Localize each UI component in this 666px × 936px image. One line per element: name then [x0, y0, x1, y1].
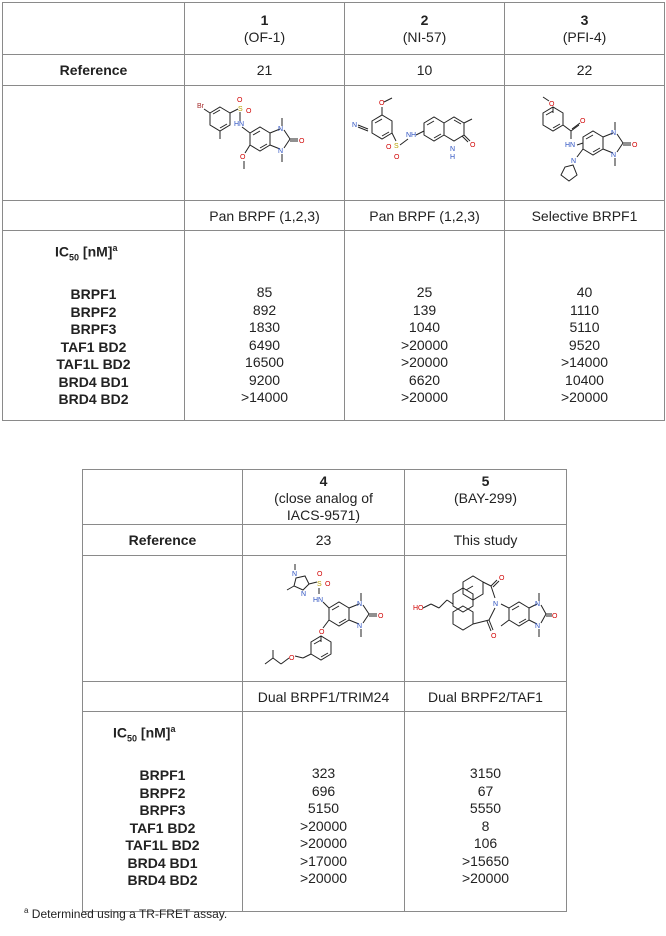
atom-label: HO: [412, 604, 423, 612]
ic50-subscript: 50: [69, 252, 80, 263]
target-label: BRPF2: [139, 784, 186, 801]
atom-label: N: [449, 146, 455, 153]
ic50-text: IC: [113, 724, 127, 741]
ic50-value: 3150: [469, 765, 502, 781]
ic50-value: 892: [252, 301, 277, 318]
ic50-value: 5110: [569, 319, 600, 335]
ic50-value: 67: [477, 782, 494, 799]
atom-label: H: [449, 154, 455, 161]
footnote-text: Determined using a TR-FRET assay.: [28, 907, 228, 921]
ic50-header: [3, 243, 184, 262]
atom-label: Br: [196, 103, 204, 110]
compound-4-header: [243, 470, 405, 525]
compound-number: 5: [481, 473, 490, 489]
atom-label: O: [239, 154, 245, 161]
atom-label: N: [291, 570, 297, 578]
empty-structure-label: [83, 556, 243, 682]
target-label: BRD4 BD2: [58, 391, 129, 408]
compound-name: (NI-57): [402, 28, 447, 45]
ic50-values-compound-2: [345, 231, 505, 421]
ic50-value: >20000: [400, 354, 449, 370]
target-label: BRPF1: [70, 286, 117, 303]
ic50-value: 106: [473, 835, 498, 851]
ic50-values-compound-1: [185, 231, 345, 421]
empty-profile-label: [3, 201, 185, 231]
ic50-value: 10400: [565, 371, 604, 388]
reference-value: 23: [243, 525, 405, 556]
atom-label: N: [610, 152, 616, 159]
chemical-structure-ni-57: [350, 93, 500, 193]
compound-header-row: [83, 470, 567, 525]
ic50-label-cell: [3, 231, 185, 421]
atom-label: O: [324, 580, 330, 588]
compound-5-header: [405, 470, 567, 525]
reference-row: [83, 525, 567, 556]
empty-header-cell: [3, 3, 185, 55]
compound-number: 2: [420, 11, 429, 28]
compound-header-row: [3, 3, 665, 55]
ic50-footnote-mark: a: [112, 243, 118, 253]
atom-label: N: [351, 122, 357, 129]
chemical-structure-of-1: [196, 93, 330, 193]
target-label: BRPF3: [139, 802, 186, 819]
reference-value: 22: [505, 55, 665, 86]
compound-1-header: [185, 3, 345, 55]
ic50-block: [3, 231, 665, 421]
atom-label: O: [316, 570, 322, 578]
atom-label: O: [498, 574, 504, 582]
selectivity-table-2: [82, 469, 567, 912]
compound-number: 4: [319, 473, 328, 489]
target-label: BRD4 BD1: [58, 373, 129, 390]
ic50-value: >20000: [299, 870, 348, 886]
chemical-structure-pfi-4: [525, 93, 645, 193]
atom-label: N: [534, 622, 540, 630]
target-labels: [83, 767, 242, 890]
atom-label: N: [534, 600, 540, 608]
target-label: TAF1 BD2: [60, 338, 127, 355]
compound-name: (close analog of: [274, 490, 373, 506]
atom-label: O: [378, 100, 384, 107]
structure-row: [3, 86, 665, 201]
ic50-value: 85: [256, 284, 273, 300]
atom-label: O: [631, 142, 637, 149]
atom-label: O: [579, 118, 585, 125]
ic50-value: 696: [311, 782, 336, 799]
atom-label: N: [277, 148, 283, 155]
atom-label: O: [318, 628, 324, 636]
empty-header-cell: [83, 470, 243, 525]
ic50-value: >14000: [240, 389, 289, 405]
ic50-value: >20000: [461, 870, 510, 886]
ic50-footnote-mark: a: [170, 724, 176, 734]
target-label: TAF1 BD2: [129, 819, 196, 836]
atom-label: HN: [312, 596, 323, 604]
atom-label: O: [377, 612, 383, 620]
ic50-unit: [nM]: [79, 243, 113, 260]
atom-label: N: [300, 590, 306, 598]
atom-label: NH: [405, 132, 416, 139]
atom-label: N: [356, 600, 362, 608]
atom-label: N: [610, 130, 616, 137]
ic50-value: 6490: [248, 336, 281, 353]
ic50-header: [83, 724, 242, 743]
atom-label: N: [492, 600, 498, 608]
atom-label: O: [385, 144, 391, 151]
ic50-values-compound-5: [405, 712, 567, 912]
atom-label: O: [469, 142, 475, 149]
ic50-value: 40: [576, 284, 593, 300]
ic50-value: >20000: [560, 389, 609, 405]
footnote-mark: a: [24, 906, 29, 915]
target-label: TAF1L BD2: [56, 356, 131, 373]
atom-label: S: [316, 580, 322, 588]
profile-value: Selective BRPF1: [505, 201, 665, 231]
ic50-subscript: 50: [127, 733, 138, 744]
structure-compound-3: [505, 86, 665, 201]
ic50-value: 1040: [408, 319, 441, 335]
atom-label: O: [298, 138, 304, 145]
compound-name: (PFI-4): [562, 28, 607, 45]
atom-label: O: [288, 654, 294, 662]
atom-label: N: [356, 622, 362, 630]
compound-number: 3: [580, 11, 589, 28]
structure-compound-4: [243, 556, 405, 682]
atom-label: HN: [564, 142, 575, 149]
footnote: [24, 906, 227, 921]
profile-value: Pan BRPF (1,2,3): [345, 201, 505, 231]
atom-label: O: [393, 154, 399, 161]
target-labels: [3, 286, 184, 409]
ic50-value: >14000: [560, 354, 609, 370]
ic50-value: 5150: [307, 800, 340, 816]
reference-value: 10: [345, 55, 505, 86]
target-label: BRD4 BD2: [127, 872, 198, 889]
ic50-values-compound-3: [505, 231, 665, 421]
atom-label: N: [570, 158, 576, 165]
reference-value: This study: [405, 525, 567, 556]
ic50-value: 139: [412, 301, 437, 318]
ic50-value: 1110: [569, 301, 600, 318]
atom-label: O: [236, 97, 242, 104]
ic50-value: 323: [311, 765, 336, 781]
compound-number: 1: [260, 11, 269, 28]
ic50-label-cell: [83, 712, 243, 912]
selectivity-table-1: [2, 2, 665, 421]
ic50-unit: [nM]: [137, 724, 171, 741]
compound-name: (BAY-299): [453, 490, 518, 506]
ic50-value: 6620: [408, 371, 441, 388]
ic50-value: >20000: [299, 817, 348, 834]
structure-compound-1: [185, 86, 345, 201]
compound-2-header: [345, 3, 505, 55]
ic50-text: IC: [55, 243, 69, 260]
target-label: BRPF3: [70, 321, 117, 338]
target-label: BRPF2: [70, 303, 117, 320]
structure-compound-2: [345, 86, 505, 201]
ic50-value: >15650: [461, 852, 510, 869]
ic50-value: 8: [481, 817, 490, 834]
ic50-value: 9200: [248, 371, 281, 388]
atom-label: S: [393, 143, 399, 150]
ic50-value: >17000: [299, 852, 348, 869]
reference-value: 21: [185, 55, 345, 86]
ic50-value: >20000: [299, 835, 348, 851]
atom-label: O: [490, 632, 496, 640]
reference-row: [3, 55, 665, 86]
profile-value: Dual BRPF2/TAF1: [405, 682, 567, 712]
ic50-block: [83, 712, 567, 912]
ic50-value: 5550: [469, 800, 502, 816]
reference-label: Reference: [3, 55, 185, 86]
profile-row: [83, 682, 567, 712]
chemical-structure-compound-4: [259, 560, 389, 678]
ic50-value: >20000: [400, 389, 449, 405]
structure-compound-5: [405, 556, 567, 682]
compound-name: (OF-1): [243, 28, 286, 45]
profile-value: Dual BRPF1/TRIM24: [243, 682, 405, 712]
reference-label: Reference: [83, 525, 243, 556]
profile-row: [3, 201, 665, 231]
structure-row: [83, 556, 567, 682]
ic50-value: 1830: [248, 319, 281, 335]
target-label: BRD4 BD1: [127, 854, 198, 871]
profile-value: Pan BRPF (1,2,3): [185, 201, 345, 231]
atom-label: S: [237, 106, 243, 113]
target-label: TAF1L BD2: [125, 837, 200, 854]
atom-label: HN: [233, 121, 244, 128]
empty-structure-label: [3, 86, 185, 201]
atom-label: N: [277, 126, 283, 133]
atom-label: O: [551, 612, 557, 620]
ic50-values-compound-4: [243, 712, 405, 912]
compound-name-line-2: IACS-9571): [286, 507, 361, 523]
target-label: BRPF1: [139, 767, 186, 784]
empty-profile-label: [83, 682, 243, 712]
ic50-value: 16500: [245, 354, 284, 370]
ic50-value: 9520: [568, 336, 601, 353]
ic50-value: 25: [416, 284, 433, 300]
ic50-value: >20000: [400, 336, 449, 353]
chemical-structure-bay-299: [411, 564, 561, 674]
atom-label: O: [245, 108, 251, 115]
compound-3-header: [505, 3, 665, 55]
atom-label: O: [548, 101, 554, 108]
